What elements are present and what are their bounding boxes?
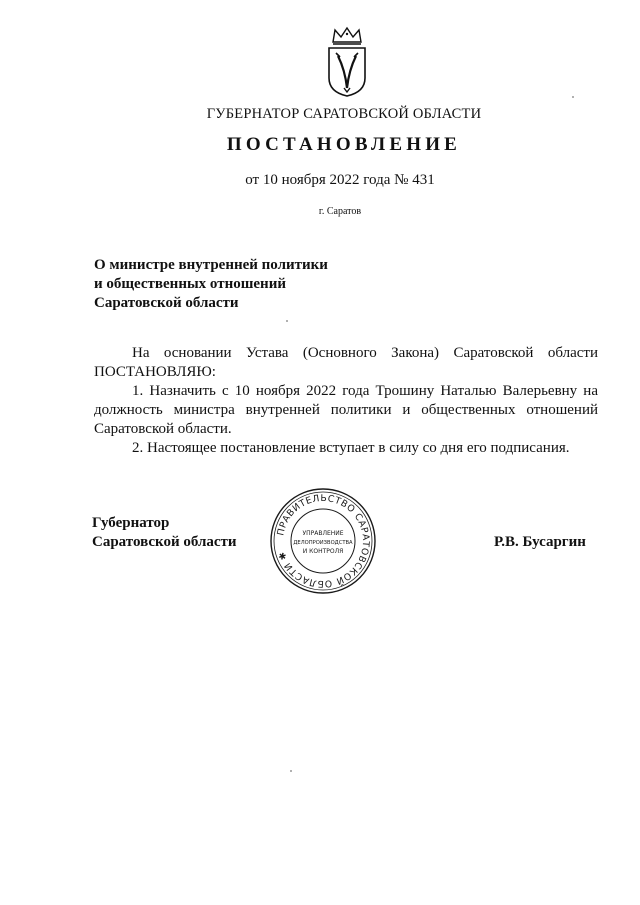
svg-text:ПРАВИТЕЛЬСТВО САРАТОВСКОЙ ОБЛА: ПРАВИТЕЛЬСТВО САРАТОВСКОЙ ОБЛАСТИ ✱ xyxy=(275,492,372,590)
svg-text:ДЕЛОПРОИЗВОДСТВА: ДЕЛОПРОИЗВОДСТВА xyxy=(293,540,353,546)
position-line: Губернатор xyxy=(92,515,170,531)
item-paragraph: 2. Настоящее постановление вступает в силу со дня его подписания. xyxy=(132,440,570,456)
subject-line: О министре внутренней политики xyxy=(94,257,328,273)
signatory-position xyxy=(92,514,237,552)
scan-speck xyxy=(290,770,292,772)
scan-speck xyxy=(286,320,288,322)
document-body xyxy=(94,344,598,458)
subject-line: Саратовской области xyxy=(94,295,239,311)
scan-speck xyxy=(572,96,574,98)
signer-name: Р.В. Бусаргин xyxy=(494,534,586,550)
document-type: ПОСТАНОВЛЕНИЕ xyxy=(226,134,462,155)
preamble-paragraph: На основании Устава (Основного Закона) Саратовской области ПОСТАНОВЛЯЮ: xyxy=(94,345,598,380)
svg-text:УПРАВЛЕНИЕ: УПРАВЛЕНИЕ xyxy=(302,530,344,537)
position-line: Саратовской области xyxy=(92,534,237,550)
item-paragraph: 1. Назначить с 10 ноября 2022 года Трошину Наталью Валерьевну на должность министра внутренней политики и общественных отношений Саратовской области. xyxy=(94,383,598,437)
official-seal-stamp xyxy=(268,486,378,596)
document-subject xyxy=(94,256,328,313)
svg-text:И КОНТРОЛЯ: И КОНТРОЛЯ xyxy=(302,548,344,555)
saratov-coat-of-arms-icon xyxy=(324,26,370,98)
subject-line: и общественных отношений xyxy=(94,276,286,292)
document-date-number: от 10 ноября 2022 года № 431 xyxy=(245,172,435,188)
document-place: г. Саратов xyxy=(318,206,362,217)
issuer-title: ГУБЕРНАТОР САРАТОВСКОЙ ОБЛАСТИ xyxy=(206,106,482,122)
